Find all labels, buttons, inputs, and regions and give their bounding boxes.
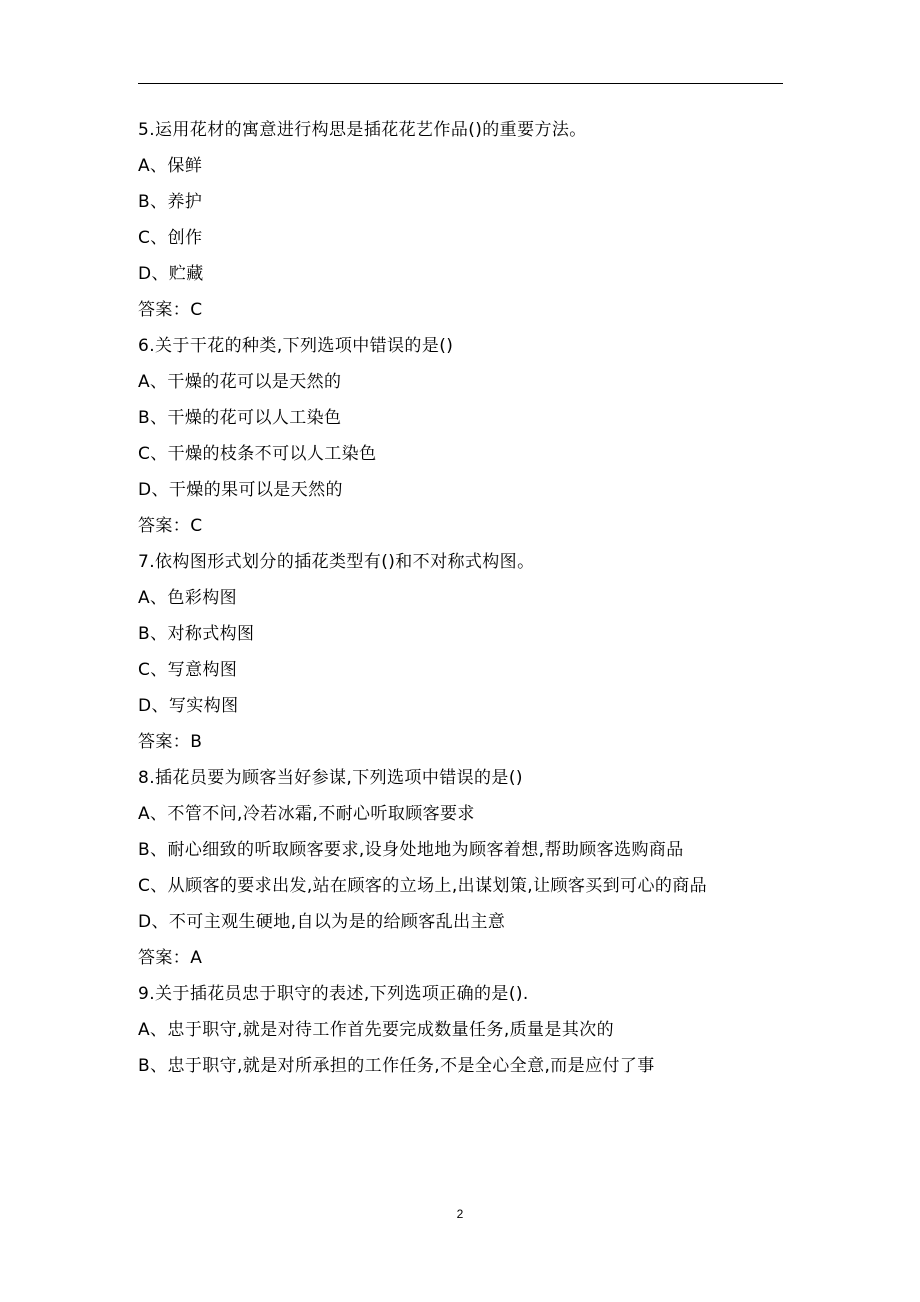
page-number: 2 bbox=[456, 1207, 464, 1221]
option: A、色彩构图 bbox=[138, 588, 238, 608]
option: D、写实构图 bbox=[138, 696, 239, 716]
option: D、贮藏 bbox=[138, 264, 204, 284]
option: B、干燥的花可以人工染色 bbox=[138, 408, 342, 428]
option: D、干燥的果可以是天然的 bbox=[138, 480, 343, 500]
question-stem: 5.运用花材的寓意进行构思是插花花艺作品()的重要方法。 bbox=[138, 120, 587, 140]
question-stem: 9.关于插花员忠于职守的表述,下列选项正确的是(). bbox=[138, 984, 529, 1004]
question-stem: 8.插花员要为顾客当好参谋,下列选项中错误的是() bbox=[138, 768, 523, 788]
answer: 答案：C bbox=[138, 516, 203, 536]
answer: 答案：A bbox=[138, 948, 203, 968]
option: A、保鲜 bbox=[138, 156, 203, 176]
option: C、从顾客的要求出发,站在顾客的立场上,出谋划策,让顾客买到可心的商品 bbox=[138, 876, 708, 896]
option: C、写意构图 bbox=[138, 660, 238, 680]
question-stem: 7.依构图形式划分的插花类型有()和不对称式构图。 bbox=[138, 552, 535, 572]
question-stem: 6.关于干花的种类,下列选项中错误的是() bbox=[138, 336, 454, 356]
option: D、不可主观生硬地,自以为是的给顾客乱出主意 bbox=[138, 912, 506, 932]
answer: 答案：C bbox=[138, 300, 203, 320]
option: A、不管不问,冷若冰霜,不耐心听取顾客要求 bbox=[138, 804, 475, 824]
option: C、干燥的枝条不可以人工染色 bbox=[138, 444, 377, 464]
option: A、干燥的花可以是天然的 bbox=[138, 372, 342, 392]
answer: 答案：B bbox=[138, 732, 203, 752]
option: B、耐心细致的听取顾客要求,设身处地地为顾客着想,帮助顾客选购商品 bbox=[138, 840, 684, 860]
option: B、对称式构图 bbox=[138, 624, 255, 644]
header-rule bbox=[138, 83, 783, 84]
question-list bbox=[138, 112, 798, 1084]
option: C、创作 bbox=[138, 228, 203, 248]
option: B、忠于职守,就是对所承担的工作任务,不是全心全意,而是应付了事 bbox=[138, 1056, 655, 1076]
option: B、养护 bbox=[138, 192, 203, 212]
option: A、忠于职守,就是对待工作首先要完成数量任务,质量是其次的 bbox=[138, 1020, 615, 1040]
